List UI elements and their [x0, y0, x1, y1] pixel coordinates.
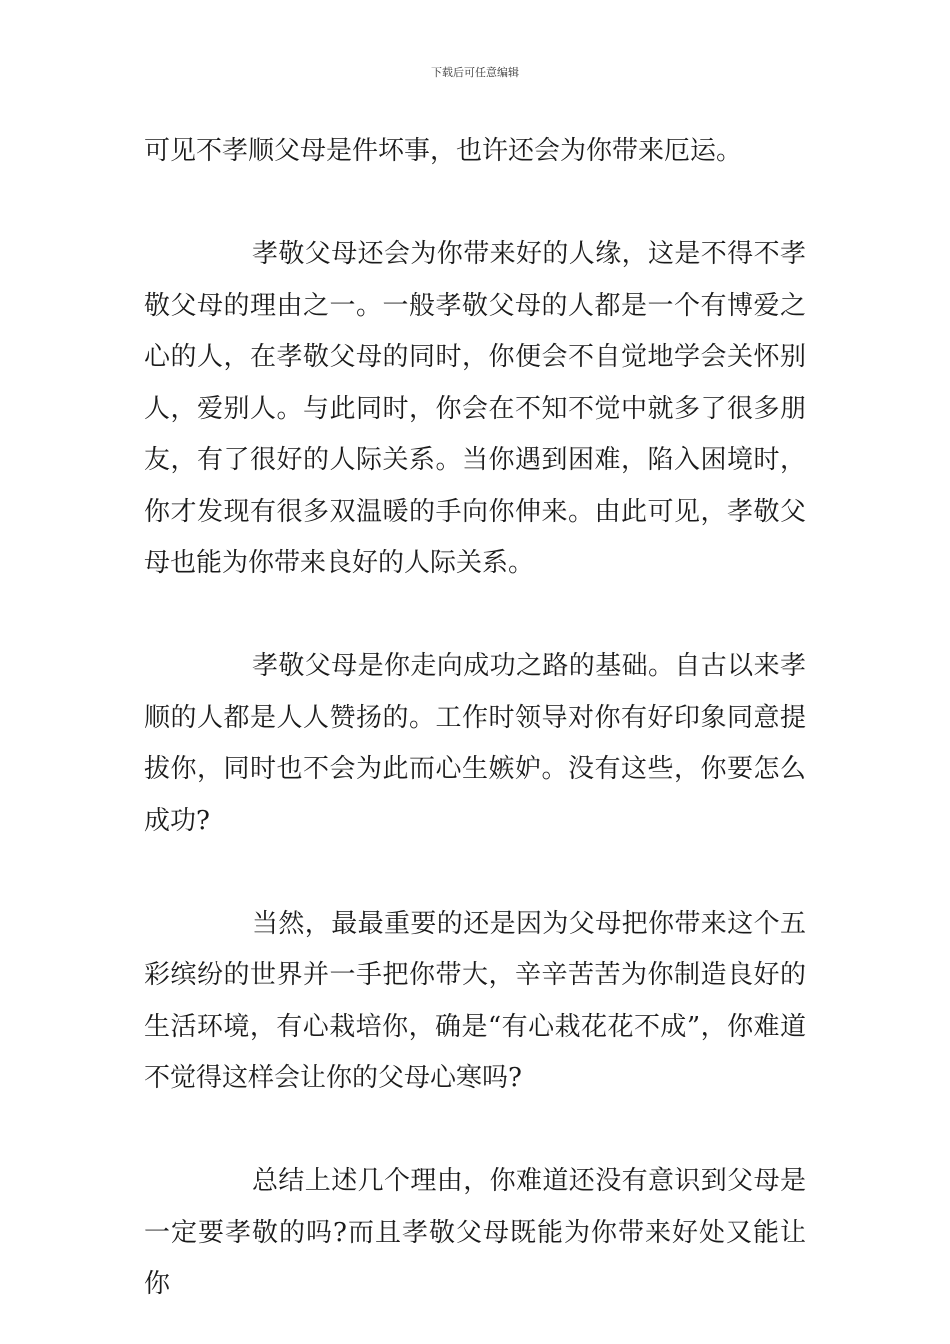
- paragraph-5: 总结上述几个理由，你难道还没有意识到父母是一定要孝敬的吗?而且孝敬父母既能为你带来好处又能让你: [144, 1166, 806, 1299]
- paragraph-1: 可见不孝顺父母是件坏事，也许还会为你带来厄运。: [144, 136, 743, 166]
- page-header: 下载后可任意编辑: [431, 66, 519, 79]
- paragraph-3: 孝敬父母是你走向成功之路的基础。自古以来孝顺的人都是人人赞扬的。工作时领导对你有好印象同意提拔你，同时也不会为此而心生嫉妒。没有这些，你要怎么成功?: [144, 651, 806, 836]
- paragraph-4: 当然，最最重要的还是因为父母把你带来这个五彩缤纷的世界并一手把你带大，辛辛苦苦为你制造良好的生活环境，有心栽培你，确是“有心栽花花不成”，你难道不觉得这样会让你的父母心寒吗?: [144, 908, 806, 1093]
- document-body: [144, 126, 806, 1311]
- paragraph-2: 孝敬父母还会为你带来好的人缘，这是不得不孝敬父母的理由之一。一般孝敬父母的人都是一个有博爱之心的人，在孝敬父母的同时，你便会不自觉地学会关怀别人，爱别人。与此同时，你会在不知不觉中就多了很多朋友，有了很好的人际关系。当你遇到困难，陷入困境时，你才发现有很多双温暖的手向你伸来。由此可见，孝敬父母也能为你带来良好的人际关系。: [144, 239, 806, 578]
